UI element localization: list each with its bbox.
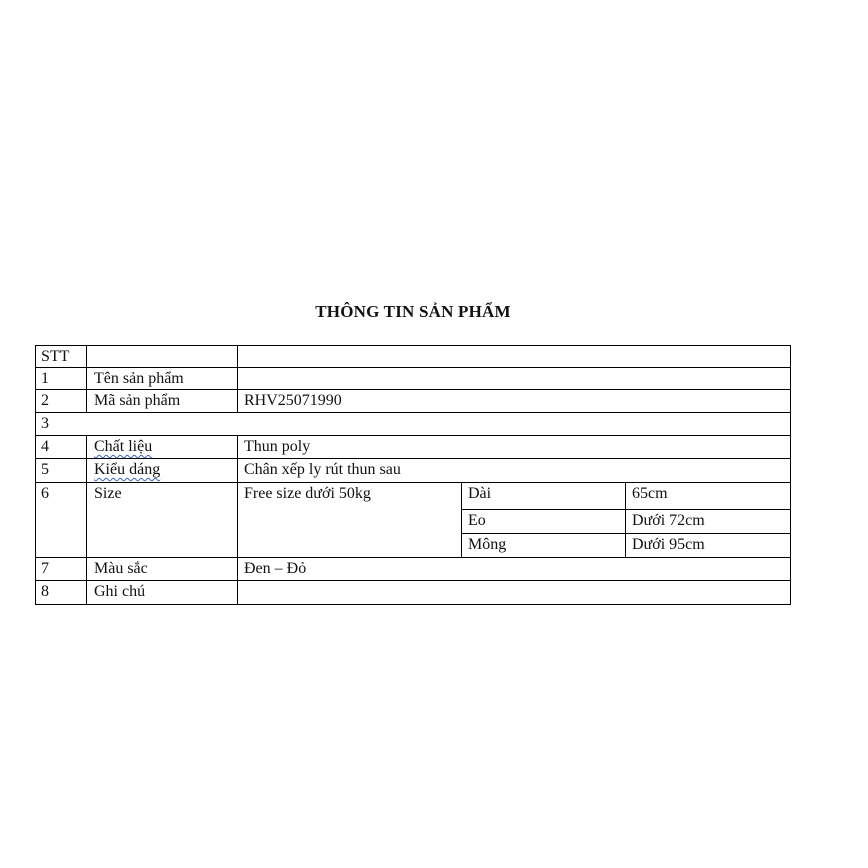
row-5-stt: 5 <box>41 461 49 478</box>
measurement-name: Mông <box>468 536 507 553</box>
row-divider <box>35 557 791 558</box>
table-border-right <box>790 345 791 605</box>
row-4-label: Chất liệu <box>94 438 153 455</box>
row-6-label: Size <box>94 485 122 502</box>
col-divider <box>86 435 87 605</box>
row-8-stt: 8 <box>41 583 49 600</box>
row-1-label: Tên sản phẩm <box>94 370 184 387</box>
row-7-stt: 7 <box>41 560 49 577</box>
row-divider <box>35 458 791 459</box>
subrow-divider <box>461 509 791 510</box>
document-title: THÔNG TIN SẢN PHẨM <box>315 302 511 321</box>
table-border-bottom <box>35 604 791 605</box>
product-info-table <box>35 345 791 605</box>
col-divider <box>461 482 462 557</box>
col-divider <box>625 482 626 557</box>
row-2-value: RHV25071990 <box>244 392 342 409</box>
col-divider <box>237 345 238 412</box>
row-2-label: Mã sản phẩm <box>94 392 181 409</box>
measurement-value: 65cm <box>632 485 668 502</box>
row-divider <box>35 389 791 390</box>
measurement-value: Dưới 95cm <box>632 536 705 553</box>
table-border-left <box>35 345 36 605</box>
measurement-value: Dưới 72cm <box>632 512 705 529</box>
row-7-value: Đen – Đỏ <box>244 560 307 577</box>
row-8-label: Ghi chú <box>94 583 146 600</box>
row-4-stt: 4 <box>41 438 49 455</box>
row-divider <box>35 412 791 413</box>
row-divider <box>35 367 791 368</box>
table-border-top <box>35 345 791 346</box>
row-7-label: Màu sắc <box>94 560 148 577</box>
col-divider <box>237 435 238 605</box>
row-1-stt: 1 <box>41 370 49 387</box>
row-4-value: Thun poly <box>244 438 311 455</box>
row-3-stt: 3 <box>41 415 49 432</box>
measurement-name: Dài <box>468 485 492 502</box>
row-divider <box>35 482 791 483</box>
row-6-value: Free size dưới 50kg <box>244 485 371 502</box>
row-6-stt: 6 <box>41 485 49 502</box>
row-5-value: Chân xếp ly rút thun sau <box>244 461 401 478</box>
row-5-label: Kiểu dáng <box>94 461 161 478</box>
measurement-name: Eo <box>468 512 486 529</box>
row-divider <box>35 580 791 581</box>
row-2-stt: 2 <box>41 392 49 409</box>
header-stt: STT <box>41 348 70 365</box>
row-divider <box>35 435 791 436</box>
subrow-divider <box>461 533 791 534</box>
col-divider <box>86 345 87 412</box>
